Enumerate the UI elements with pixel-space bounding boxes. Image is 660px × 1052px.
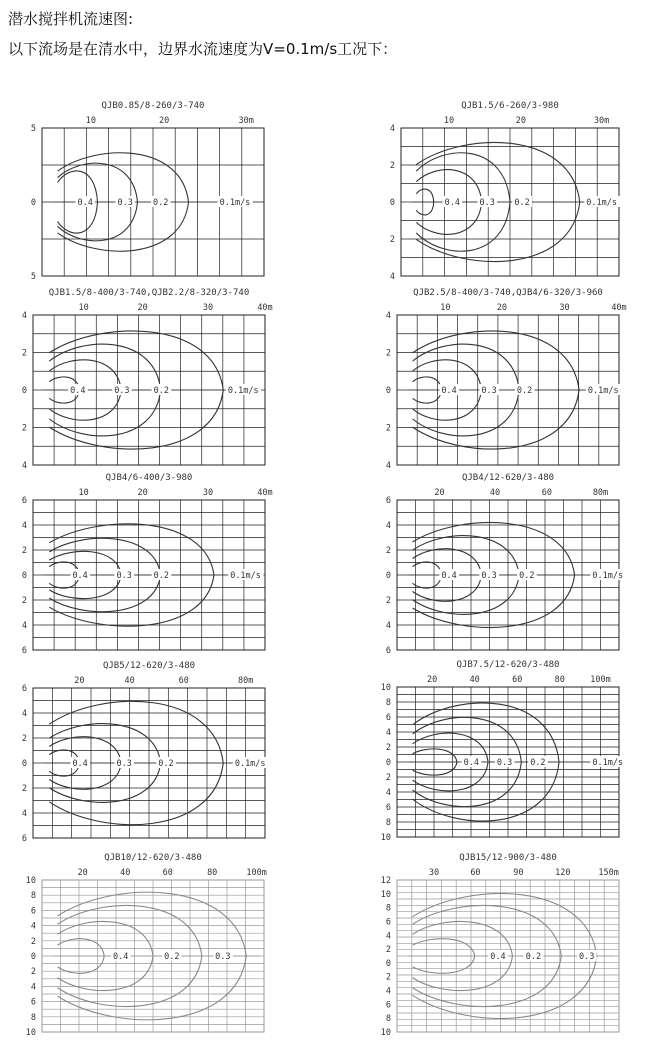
y-tick-label: 4 <box>21 461 27 471</box>
y-tick-label: 6 <box>385 803 391 813</box>
y-tick-label: 2 <box>385 945 391 956</box>
contour-velocity-label: 0.4 <box>441 571 457 581</box>
diagram-title: QJB2.5/8-400/3-740,QJB4/6-320/3-960 <box>413 288 603 298</box>
y-tick-label: 2 <box>385 423 391 434</box>
x-tick-label: 90 <box>513 868 524 878</box>
contour-velocity-label: 0.2 <box>525 952 542 962</box>
contour-velocity-label: 0.2 <box>153 198 169 208</box>
contour-velocity-label: 0.3 <box>479 198 495 208</box>
y-tick-label: 0 <box>30 198 36 208</box>
y-tick-label: 6 <box>385 1000 391 1011</box>
y-tick-label: 2 <box>385 348 391 359</box>
y-tick-label: 4 <box>385 621 391 631</box>
flow-diagram <box>390 101 620 282</box>
y-tick-label: 6 <box>21 834 27 844</box>
y-tick-label: 2 <box>21 734 27 744</box>
y-tick-label: 5 <box>30 272 36 282</box>
y-tick-label: 8 <box>30 891 36 902</box>
contour-velocity-label: 0.2 <box>519 571 535 581</box>
page-heading-title: 潜水搅拌机流速图: <box>8 10 134 28</box>
diagram-title: QJB1.5/6-260/3-980 <box>461 101 559 111</box>
y-tick-label: 2 <box>21 348 27 359</box>
y-tick-label: 4 <box>385 461 391 471</box>
x-tick-label: 10 <box>78 303 89 313</box>
y-tick-label: 4 <box>385 311 391 321</box>
y-tick-label: 0 <box>385 958 391 969</box>
x-tick-label: 20 <box>427 675 438 685</box>
flow-diagram <box>381 660 626 843</box>
contour-velocity-label: 0.4 <box>463 758 479 768</box>
x-tick-label: 30 <box>428 868 440 878</box>
flow-diagram <box>22 473 273 656</box>
contour-velocity-label: 0.3 <box>481 386 497 396</box>
flow-diagram <box>386 288 627 471</box>
x-tick-label: 60 <box>178 676 189 686</box>
y-tick-label: 8 <box>385 818 391 828</box>
contour-velocity-label: 0.1m/s <box>234 759 266 769</box>
y-tick-label: 2 <box>389 161 395 171</box>
x-tick-label: 100m <box>246 868 267 878</box>
contour-velocity-label: 0.2 <box>514 198 530 208</box>
y-tick-label: 6 <box>30 906 36 917</box>
y-tick-label: 6 <box>385 917 391 928</box>
contour-velocity-label: 0.3 <box>481 571 497 581</box>
x-tick-label: 20 <box>515 116 527 126</box>
y-tick-label: 0 <box>385 571 391 581</box>
y-tick-label: 4 <box>385 728 391 738</box>
contour-velocity-label: 0.3 <box>116 759 132 769</box>
flow-diagram <box>386 473 626 656</box>
contour-velocity-label: 0.1m/s <box>592 758 624 768</box>
contour-velocity-label: 0.3 <box>579 952 595 962</box>
y-tick-label: 4 <box>21 621 27 631</box>
x-tick-label: 30 <box>202 303 214 313</box>
diagram-title: QJB10/12-620/3-480 <box>104 853 202 863</box>
y-tick-label: 8 <box>385 903 391 914</box>
x-tick-label: 60 <box>541 488 552 498</box>
y-tick-label: 6 <box>385 646 391 656</box>
y-tick-label: 4 <box>385 788 391 798</box>
y-tick-label: 4 <box>21 521 27 531</box>
x-tick-label: 40m <box>257 303 273 313</box>
x-tick-label: 40m <box>611 303 627 313</box>
y-tick-label: 4 <box>389 272 395 282</box>
x-tick-label: 80m <box>592 488 609 498</box>
contour-velocity-label: 0.3 <box>114 386 130 396</box>
contour-velocity-label: 0.1m/s <box>230 571 261 581</box>
x-tick-label: 100m <box>590 675 611 685</box>
y-tick-label: 6 <box>385 713 391 723</box>
diagram-title: QJB4/12-620/3-480 <box>461 473 555 483</box>
y-tick-label: 6 <box>385 496 391 506</box>
flow-diagram <box>26 853 267 1038</box>
y-tick-label: 6 <box>21 496 27 506</box>
x-tick-label: 10 <box>78 488 89 498</box>
y-tick-label: 4 <box>389 124 395 134</box>
y-tick-label: 6 <box>30 997 36 1008</box>
contour-velocity-label: 0.3 <box>496 758 513 768</box>
diagram-title: QJB4/6-400/3-980 <box>105 473 193 483</box>
x-tick-label: 120 <box>555 868 571 878</box>
y-tick-label: 6 <box>21 684 27 694</box>
x-tick-label: 80m <box>237 676 254 686</box>
x-tick-label: 40m <box>257 488 273 498</box>
y-tick-label: 2 <box>385 743 391 753</box>
y-tick-label: 4 <box>385 931 391 942</box>
y-tick-label: 0 <box>389 198 395 208</box>
y-tick-label: 0 <box>385 758 391 768</box>
x-tick-label: 20 <box>158 116 170 126</box>
y-tick-label: 2 <box>21 784 27 794</box>
y-tick-label: 10 <box>380 683 391 693</box>
contour-velocity-label: 0.3 <box>116 571 132 581</box>
x-tick-label: 10 <box>443 116 455 126</box>
x-tick-label: 20 <box>434 488 445 498</box>
y-tick-label: 10 <box>380 833 391 843</box>
diagram-title: QJB15/12-900/3-480 <box>459 853 557 863</box>
contour-velocity-label: 0.3 <box>117 198 133 208</box>
y-tick-label: 0 <box>21 386 27 396</box>
x-tick-label: 80 <box>554 675 565 685</box>
y-tick-label: 2 <box>21 546 27 556</box>
y-tick-label: 2 <box>385 972 391 983</box>
y-tick-label: 12 <box>380 876 391 886</box>
contour-velocity-label: 0.4 <box>72 571 88 581</box>
y-tick-label: 0 <box>21 759 27 769</box>
page-heading-condition: 以下流场是在清水中，边界水流速度为V=0.1m/s工况下： <box>8 40 398 58</box>
x-tick-label: 30 <box>559 303 570 313</box>
y-tick-label: 4 <box>30 921 36 932</box>
y-tick-label: 4 <box>385 986 391 997</box>
contour-velocity-label: 0.4 <box>72 759 88 769</box>
contour-velocity-label: 0.4 <box>490 952 506 962</box>
contour-velocity-label: 0.4 <box>77 198 93 208</box>
y-tick-label: 0 <box>30 952 36 962</box>
y-tick-label: 2 <box>21 423 27 434</box>
y-tick-label: 8 <box>385 1014 391 1025</box>
y-tick-label: 4 <box>21 809 27 819</box>
x-tick-label: 40 <box>120 868 131 878</box>
x-tick-label: 40 <box>469 675 480 685</box>
x-tick-label: 20 <box>496 303 508 313</box>
y-tick-label: 2 <box>30 967 36 978</box>
y-tick-label: 2 <box>21 596 27 606</box>
x-tick-label: 30m <box>238 116 254 126</box>
y-tick-label: 2 <box>30 936 36 947</box>
y-tick-label: 2 <box>385 546 391 556</box>
x-tick-label: 30 <box>202 488 214 498</box>
flow-diagram <box>22 288 273 471</box>
diagram-title: QJB0.85/8-260/3-740 <box>101 101 205 111</box>
flow-diagram <box>22 661 268 844</box>
diagram-title: QJB7.5/12-620/3-480 <box>456 660 560 670</box>
contour-velocity-label: 0.2 <box>153 386 169 396</box>
x-tick-label: 20 <box>137 303 148 313</box>
contour-velocity-label: 0.1m/s <box>219 198 251 208</box>
x-tick-label: 30m <box>593 116 610 126</box>
y-tick-label: 8 <box>385 698 391 708</box>
x-tick-label: 60 <box>470 868 481 878</box>
x-tick-label: 60 <box>512 675 523 685</box>
x-tick-label: 80 <box>207 868 218 878</box>
contour-velocity-label: 0.2 <box>530 758 546 768</box>
y-tick-label: 6 <box>21 646 27 656</box>
contour-velocity-label: 0.1m/s <box>587 386 619 396</box>
contour-velocity-label: 0.2 <box>516 386 533 396</box>
x-tick-label: 20 <box>137 488 148 498</box>
contour-velocity-label: 0.2 <box>164 952 180 962</box>
y-tick-label: 10 <box>25 1028 36 1038</box>
contour-velocity-label: 0.3 <box>215 952 231 962</box>
contour-velocity-label: 0.4 <box>113 952 129 962</box>
y-tick-label: 4 <box>30 982 36 993</box>
flow-diagram <box>381 853 619 1038</box>
y-tick-label: 4 <box>21 709 27 719</box>
contour-velocity-label: 0.1m/s <box>227 386 259 396</box>
contour-velocity-label: 0.4 <box>70 386 86 396</box>
flow-diagram <box>31 101 264 282</box>
y-tick-label: 5 <box>30 124 36 134</box>
diagram-title: QJB1.5/8-400/3-740,QJB2.2/8-320/3-740 <box>48 288 250 298</box>
y-tick-label: 4 <box>385 521 391 531</box>
x-tick-label: 150m <box>598 868 619 878</box>
x-tick-label: 40 <box>124 676 135 686</box>
contour-velocity-label: 0.4 <box>444 198 460 208</box>
y-tick-label: 10 <box>25 876 36 886</box>
y-tick-label: 2 <box>389 235 395 245</box>
x-tick-label: 10 <box>440 303 451 313</box>
y-tick-label: 0 <box>385 386 391 396</box>
contour-velocity-label: 0.4 <box>441 386 457 396</box>
contour-velocity-label: 0.2 <box>153 571 169 581</box>
diagram-title: QJB5/12-620/3-480 <box>102 661 196 671</box>
y-tick-label: 2 <box>385 773 391 783</box>
x-tick-label: 10 <box>85 116 96 126</box>
y-tick-label: 2 <box>385 596 391 606</box>
y-tick-label: 10 <box>380 1028 391 1038</box>
y-tick-label: 4 <box>21 311 27 321</box>
y-tick-label: 10 <box>380 889 391 900</box>
contour-velocity-label: 0.1m/s <box>592 571 624 581</box>
contour-velocity-label: 0.2 <box>158 759 174 769</box>
y-tick-label: 8 <box>30 1012 36 1023</box>
x-tick-label: 60 <box>162 868 173 878</box>
contour-velocity-label: 0.1m/s <box>586 198 618 208</box>
y-tick-label: 0 <box>21 571 27 581</box>
x-tick-label: 20 <box>74 676 85 686</box>
x-tick-label: 40 <box>489 488 501 498</box>
x-tick-label: 20 <box>77 868 88 878</box>
